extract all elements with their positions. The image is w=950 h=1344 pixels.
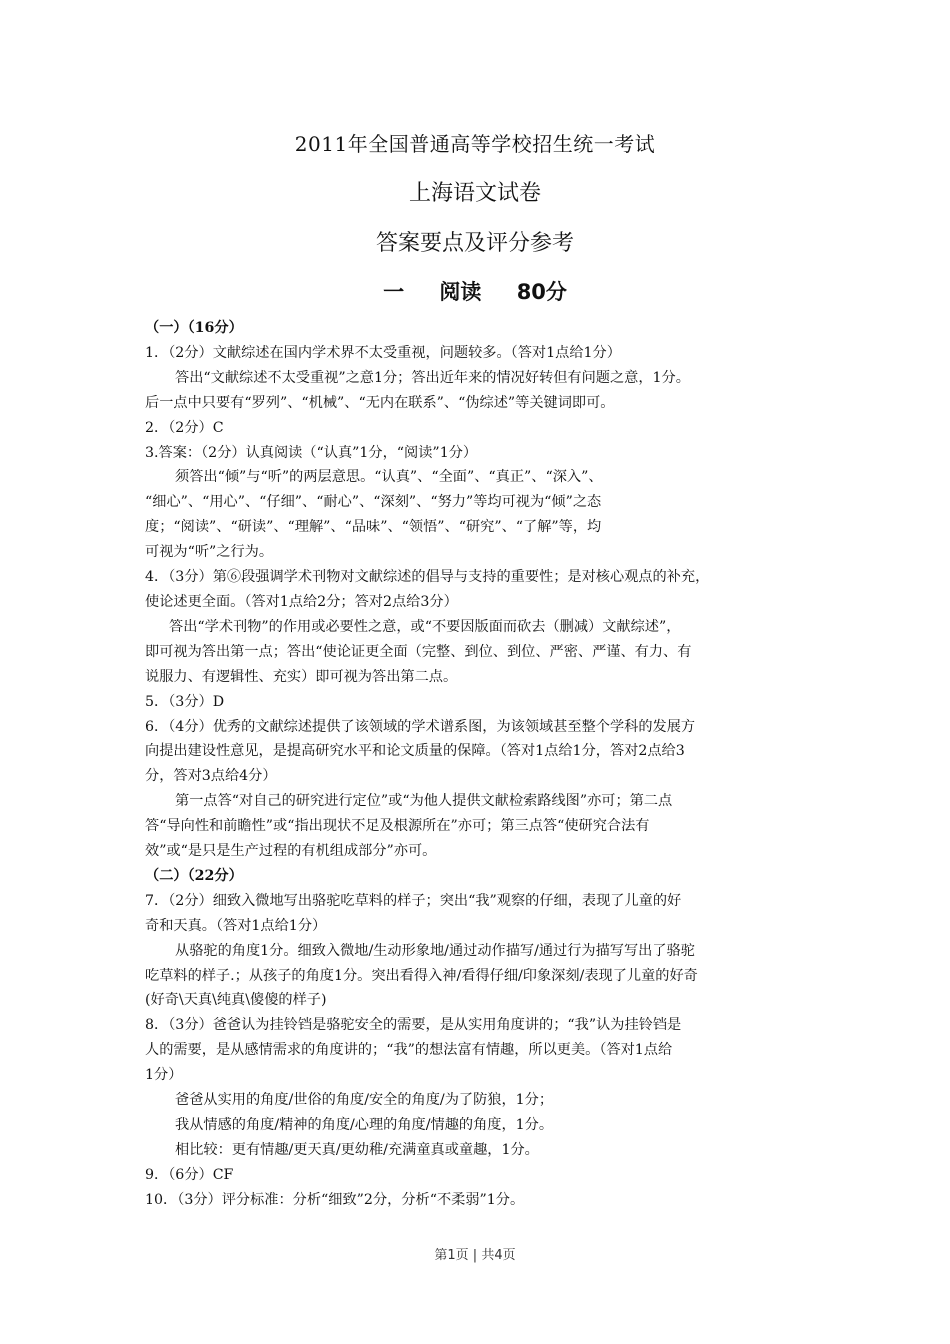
answer-line: 答出“文献综述不太受重视”之意1分；答出近年来的情况好转但有问题之意，1分。 [175, 369, 690, 386]
answer-line: 答出“学术刊物”的作用或必要性之意，或“不要因版面而砍去（删减）文献综述”， [169, 618, 681, 635]
answer-line: 人的需要，是从感情需求的角度讲的；“我”的想法富有情趣，所以更美。（答对1点给 [145, 1042, 673, 1059]
part-score: 80分 [516, 280, 567, 304]
answer-line: 4．（3分）第⑥段强调学术刊物对文献综述的倡导与支持的重要性；是对核心观点的补充， [145, 569, 710, 586]
answer-line: 7．（2分）细致入微地写出骆驼吃草料的样子；突出“我”观察的仔细，表现了儿童的好 [145, 892, 682, 909]
answer-line: 1．（2分）文献综述在国内学术界不太受重视，问题较多。（答对1点给1分） [145, 344, 621, 361]
document-subtitle: 答案要点及评分参考 [375, 231, 574, 256]
answer-line: 吃草料的样子.；从孩子的角度1分。突出看得入神/看得仔细/印象深刻/表现了儿童的好奇 [145, 967, 698, 984]
answer-line: 效”或“是只是生产过程的有机组成部分”亦可。 [145, 843, 437, 860]
answer-line: 说服力、有逻辑性、充实）即可视为答出第二点。 [145, 668, 458, 685]
page-indicator: 第1页 | 共4页 [434, 1248, 516, 1263]
answer-line: 奇和天真。（答对1点给1分） [145, 917, 327, 934]
section-heading: （二）（22分） [145, 867, 243, 884]
answer-line: 向提出建设性意见，是提高研究水平和论文质量的保障。（答对1点给1分，答对2点给3 [145, 743, 685, 760]
answer-line: 可视为“听”之行为。 [145, 544, 274, 561]
answer-line: 从骆驼的角度1分。细致入微地/生动形象地/通过动作描写/通过行为描写写出了骆驼 [175, 942, 695, 959]
answer-line: 分，答对3点给4分） [145, 768, 277, 785]
paper-title: 上海语文试卷 [408, 181, 541, 206]
answer-line: “细心”、“用心”、“仔细”、“耐心”、“深刻”、“努力”等均可视为“倾”之态 [145, 494, 602, 511]
answer-line: 相比较：更有情趣/更天真/更幼稚/充满童真或童趣，1分。 [175, 1141, 539, 1158]
section-heading: （一）（16分） [145, 320, 243, 336]
answer-line: 3.答案：（2分）认真阅读（“认真”1分，“阅读”1分） [145, 444, 478, 461]
answer-line: 6．（4分）优秀的文献综述提供了该领域的学术谱系图，为该领域甚至整个学科的发展方 [145, 718, 696, 735]
answer-line: 8．（3分）爸爸认为挂铃铛是骆驼安全的需要，是从实用角度讲的；“我”认为挂铃铛是 [145, 1017, 682, 1034]
answer-line: 爸爸从实用的角度/世俗的角度/安全的角度/为了防狼，1分； [175, 1092, 554, 1109]
answer-line: 答“导向性和前瞻性”或“指出现状不足及根源所在”亦可；第三点答“使研究合法有 [145, 818, 650, 835]
part-number: 一 [383, 280, 405, 304]
answer-line: 第一点答“对自己的研究进行定位”或“为他人提供文献检索路线图”亦可；第二点 [175, 793, 673, 810]
part-name: 阅读 [439, 280, 482, 304]
answer-line: 度；“阅读”、“研读”、“理解”、“品味”、“领悟”、“研究”、“了解”等，均 [145, 519, 602, 536]
exam-title: 2011年全国普通高等学校招生统一考试 [294, 132, 656, 156]
part-heading [0, 276, 950, 306]
answer-line: 5．（3分）D [145, 693, 225, 710]
answer-line: 后一点中只要有“罗列”、“机械”、“无内在联系”、“伪综述”等关键词即可。 [145, 394, 615, 411]
answer-content [145, 316, 813, 1213]
answer-line: 我从情感的角度/精神的角度/心理的角度/情趣的角度，1分。 [175, 1117, 554, 1133]
answer-line: 9．（6分）CF [145, 1166, 234, 1183]
answer-line: 使论述更全面。（答对1点给2分；答对2点给3分） [145, 593, 458, 610]
answer-line: 即可视为答出第一点；答出“使论证更全面（完整、到位、到位、严密、严谨、有力、有 [145, 643, 692, 660]
answer-line: 10．（3分）评分标准：分析“细致”2分，分析“不柔弱”1分。 [145, 1191, 525, 1208]
answer-line: 1分） [145, 1067, 183, 1084]
answer-line: 2．（2分）C [145, 419, 224, 436]
answer-line: 须答出“倾”与“听”的两层意思。“认真”、“全面”、“真正”、“深入”、 [175, 469, 603, 486]
answer-line: (好奇\天真\纯真\傻傻的样子) [145, 992, 327, 1009]
